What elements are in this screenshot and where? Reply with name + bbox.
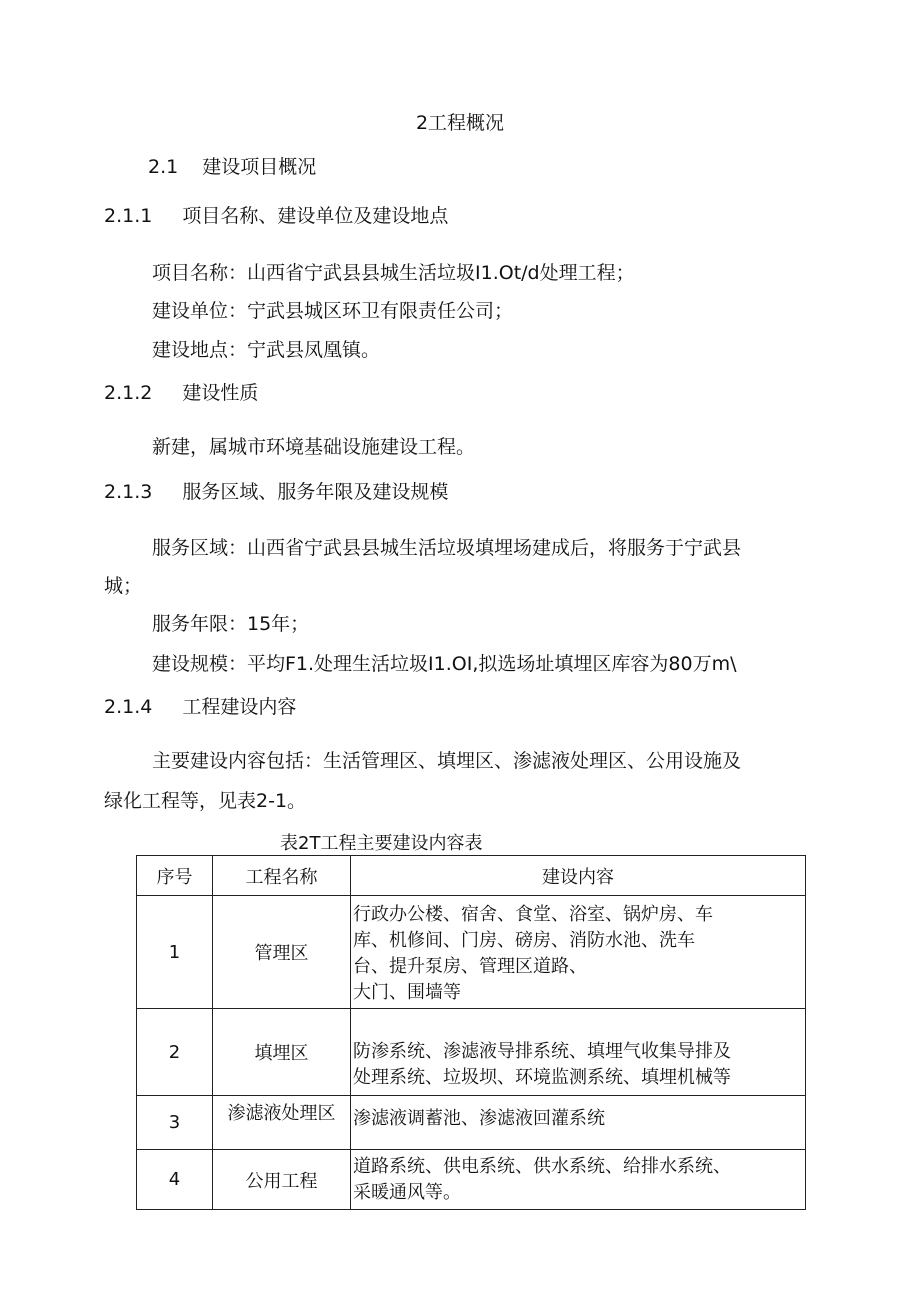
service-years-line: 服务年限：15年； (152, 613, 310, 635)
row-content (351, 1150, 806, 1210)
header-content: 建设内容 (351, 856, 806, 896)
location-line: 建设地点：宁武县凤凰镇。 (152, 339, 381, 361)
table-row (137, 1009, 806, 1096)
scale-line: 建设规模：平均F1.处理生活垃圾I1.OI,拟选场址填埋区库容为80万m\ (152, 653, 737, 675)
section-title: 工程建设内容 (182, 696, 297, 718)
section-2-1-heading (148, 152, 316, 179)
section-2-1-1-heading (104, 201, 448, 228)
row-no: 1 (137, 896, 213, 1009)
content-intro-line-cont: 绿化工程等，见表2-1。 (104, 790, 307, 812)
row-no: 3 (137, 1096, 213, 1150)
table-row (137, 896, 806, 1009)
row-name: 填埋区 (213, 1009, 351, 1096)
section-number: 2.1 (148, 156, 179, 178)
content-line: 采暖通风等。 (353, 1182, 461, 1203)
chapter-title: 2工程概况 (415, 112, 505, 134)
table-row (137, 1096, 806, 1150)
service-area-line: 服务区域：山西省宁武县县城生活垃圾填埋场建成后，将服务于宁武县 (152, 537, 742, 559)
row-name: 公用工程 (213, 1150, 351, 1210)
content-line: 台、提升泵房、管理区道路、 (353, 956, 587, 977)
row-name: 渗滤液处理区 (213, 1096, 351, 1150)
content-line: 渗滤液调蓄池、渗滤液回灌系统 (353, 1108, 605, 1129)
content-line: 防渗系统、渗滤液导排系统、填埋气收集导排及 (353, 1041, 731, 1062)
table-caption: 表2T工程主要建设内容表 (280, 833, 483, 854)
row-content (351, 1009, 806, 1096)
section-title: 服务区域、服务年限及建设规模 (182, 481, 449, 503)
section-title: 建设性质 (182, 382, 259, 404)
section-2-1-2-heading (104, 378, 258, 405)
content-line: 库、机修间、门房、磅房、消防水池、洗车 (353, 930, 695, 951)
row-no: 2 (137, 1009, 213, 1096)
project-name-line: 项目名称：山西省宁武县县城生活垃圾I1.Ot/d处理工程； (152, 262, 635, 284)
nature-text: 新建，属城市环境基础设施建设工程。 (152, 436, 476, 458)
content-intro-line: 主要建设内容包括：生活管理区、填埋区、渗滤液处理区、公用设施及 (152, 750, 742, 772)
row-content (351, 896, 806, 1009)
row-content (351, 1096, 806, 1150)
section-number: 2.1.4 (104, 696, 153, 718)
section-number: 2.1.2 (104, 382, 153, 404)
content-line: 道路系统、供电系统、供水系统、给排水系统、 (353, 1156, 731, 1177)
service-area-line-cont: 城； (104, 575, 143, 597)
header-no: 序号 (137, 856, 213, 896)
content-line: 大门、围墙等 (353, 982, 461, 1003)
section-2-1-3-heading (104, 477, 448, 504)
table-header-row (137, 856, 806, 896)
row-no: 4 (137, 1150, 213, 1210)
header-name: 工程名称 (213, 856, 351, 896)
section-title: 项目名称、建设单位及建设地点 (182, 205, 449, 227)
content-line: 行政办公楼、宿舍、食堂、浴室、锅炉房、车 (353, 904, 713, 925)
section-title: 建设项目概况 (202, 156, 317, 178)
table-row (137, 1150, 806, 1210)
builder-line: 建设单位：宁武县城区环卫有限责任公司； (152, 300, 514, 322)
section-2-1-4-heading (104, 692, 296, 719)
content-line: 处理系统、垃圾坝、环境监测系统、填埋机械等 (353, 1067, 731, 1088)
section-number: 2.1.1 (104, 205, 153, 227)
row-name: 管理区 (213, 896, 351, 1009)
section-number: 2.1.3 (104, 481, 153, 503)
construction-content-table (136, 855, 806, 1210)
